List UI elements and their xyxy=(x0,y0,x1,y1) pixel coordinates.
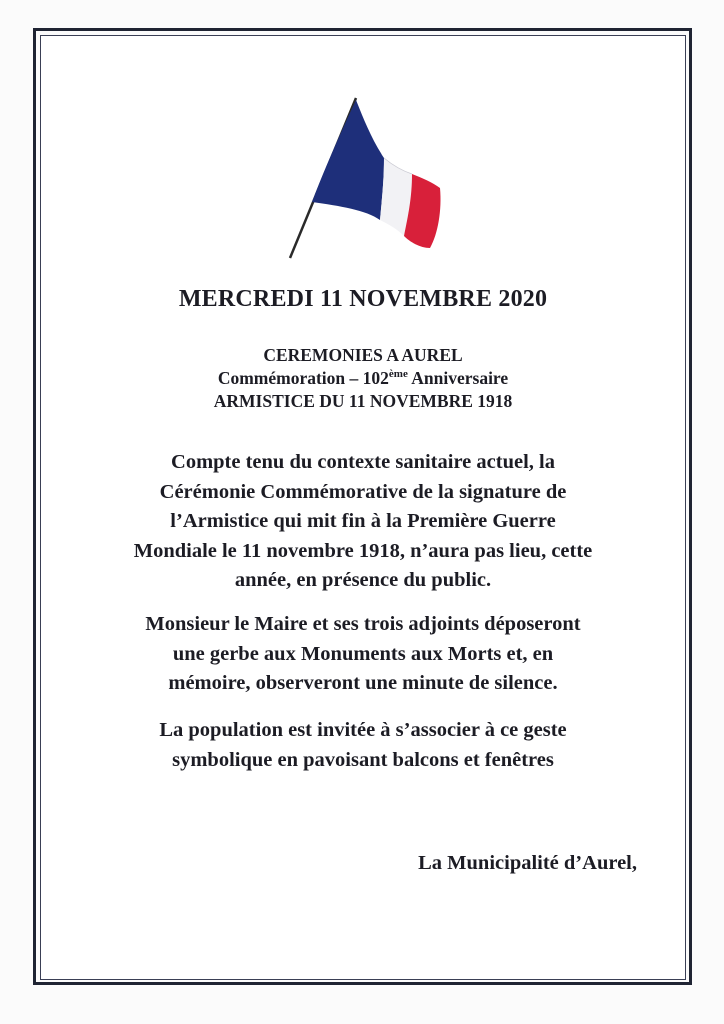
paragraph-line: Monsieur le Maire et ses trois adjoints déposeront xyxy=(145,613,581,635)
paragraph-mayor-wreath xyxy=(60,610,666,699)
flag-blue-stripe xyxy=(312,100,384,220)
french-flag-icon xyxy=(280,80,455,265)
commemoration-suffix: Anniversaire xyxy=(407,368,509,388)
municipality-signature: La Municipalité d’Aurel, xyxy=(418,852,637,874)
paragraph-line: Cérémonie Commémorative de la signature de xyxy=(159,480,567,503)
commemoration-prefix: Commémoration – 102 xyxy=(217,368,389,388)
subtitle-block xyxy=(60,344,666,413)
paragraph-population-invitation xyxy=(60,716,666,775)
paragraph-line: année, en présence du public. xyxy=(234,569,492,591)
date-title: MERCREDI 11 NOVEMBRE 2020 xyxy=(178,286,548,312)
ordinal-superscript: ème xyxy=(388,368,408,380)
paragraph-line: symbolique en pavoisant balcons et fenêtres xyxy=(172,748,554,771)
paragraph-line: une gerbe aux Monuments aux Morts et, en xyxy=(172,642,554,665)
paragraph-sanitary-context xyxy=(58,448,668,596)
commemoration-line xyxy=(60,367,666,390)
paragraph-line: mémoire, observeront une minute de silence. xyxy=(168,672,558,694)
ceremony-heading: CEREMONIES A AUREL xyxy=(263,345,463,365)
paragraph-line: Compte tenu du contexte sanitaire actuel, la xyxy=(171,451,555,473)
armistice-heading: ARMISTICE DU 11 NOVEMBRE 1918 xyxy=(213,391,513,411)
paragraph-line: l’Armistice qui mit fin à la Première Guerre xyxy=(170,510,556,532)
paragraph-line: La population est invitée à s’associer à ce geste xyxy=(159,719,567,741)
paragraph-line: Mondiale le 11 novembre 1918, n’aura pas lieu, cette xyxy=(133,539,593,562)
